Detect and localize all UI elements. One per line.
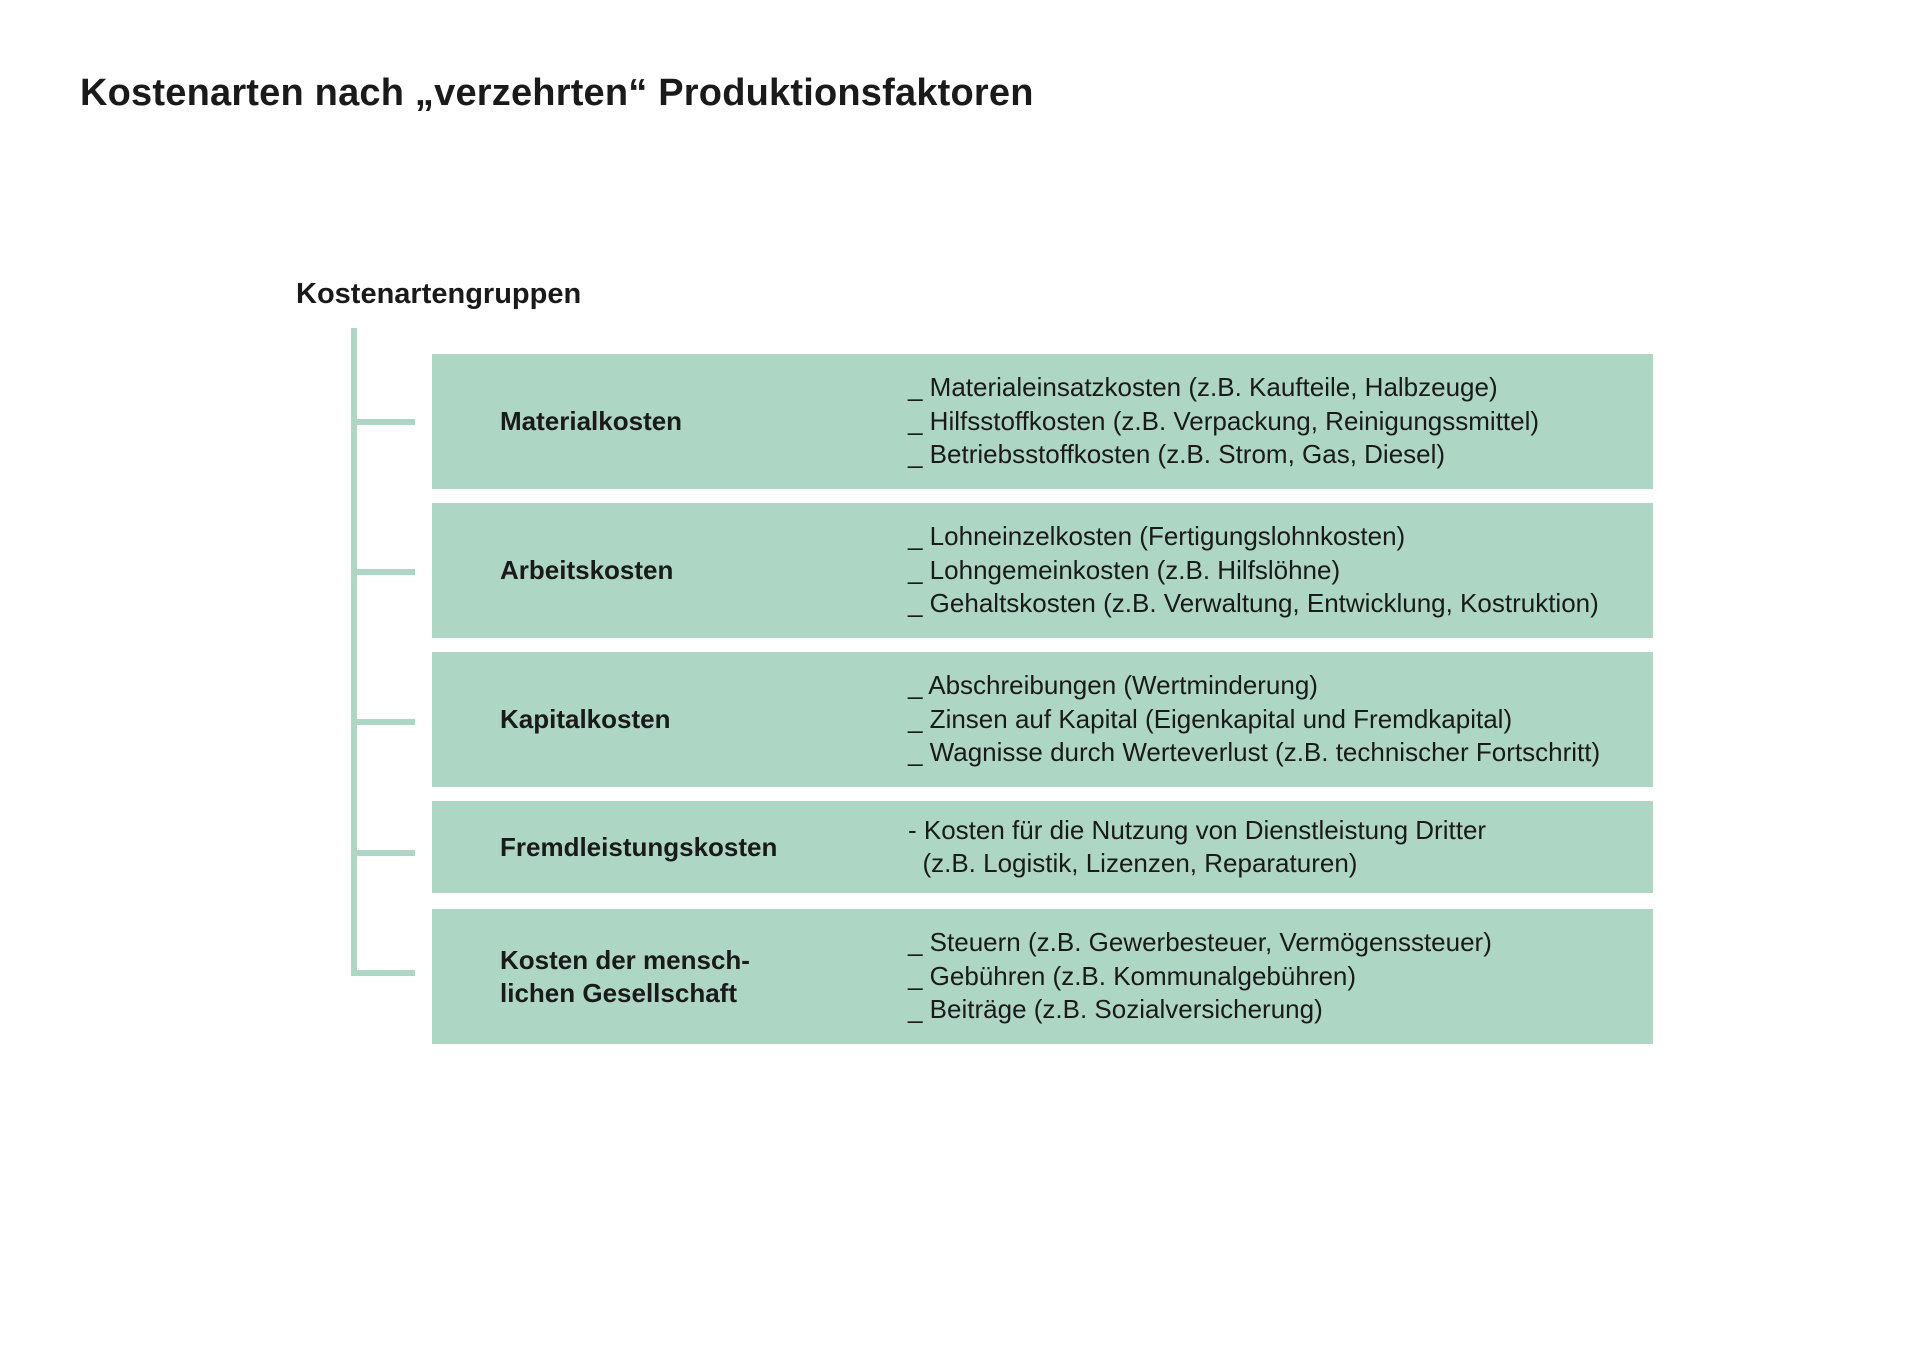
cost-item: _ Wagnisse durch Werteverlust (z.B. technischer Fortschritt) xyxy=(908,737,1601,768)
page-title: Kostenarten nach „verzehrten“ Produktionsfaktoren xyxy=(80,72,1034,114)
cost-group-gesellschaftskosten xyxy=(432,909,1653,1044)
cost-group-details xyxy=(908,354,1633,489)
cost-group-details xyxy=(908,503,1633,638)
tree-branch-materialkosten xyxy=(351,419,415,425)
cost-group-label: Kosten der mensch- lichen Gesellschaft xyxy=(500,944,750,1008)
cost-item: _ Hilfsstoffkosten (z.B. Verpackung, Reinigungssmittel) xyxy=(908,405,1540,436)
cost-item: _ Zinsen auf Kapital (Eigenkapital und Fremdkapital) xyxy=(908,703,1513,734)
cost-group-label: Fremdleistungskosten xyxy=(500,831,778,862)
cost-group-arbeitskosten xyxy=(432,503,1653,638)
cost-group-label: Materialkosten xyxy=(500,406,683,436)
cost-item: _ Lohneinzelkosten (Fertigungslohnkosten) xyxy=(908,521,1406,552)
cost-group-label: Kapitalkosten xyxy=(500,704,671,734)
cost-item: _ Materialeinsatzkosten (z.B. Kaufteile, Halbzeuge) xyxy=(908,372,1498,403)
cost-item: _ Beiträge (z.B. Sozialversicherung) xyxy=(908,994,1323,1025)
tree-branch-kapitalkosten xyxy=(351,719,415,725)
cost-group-details xyxy=(908,652,1633,787)
tree-branch-arbeitskosten xyxy=(351,569,415,575)
cost-group-label: Arbeitskosten xyxy=(500,555,674,585)
tree-branch-fremdleistungskosten xyxy=(351,850,415,856)
cost-item: (z.B. Logistik, Lizenzen, Reparaturen) xyxy=(908,848,1358,878)
cost-group-fremdleistungskosten xyxy=(432,801,1653,893)
tree-branch-gesellschaftskosten xyxy=(351,970,415,976)
cost-item: _ Betriebsstoffkosten (z.B. Strom, Gas, Diesel) xyxy=(908,439,1446,470)
cost-item: _ Lohngemeinkosten (z.B. Hilfslöhne) xyxy=(908,554,1341,585)
cost-item: _ Steuern (z.B. Gewerbesteuer, Vermögenssteuer) xyxy=(908,927,1492,958)
cost-group-details xyxy=(908,801,1633,893)
cost-item: _ Abschreibungen (Wertminderung) xyxy=(908,670,1318,701)
cost-item: _ Gehaltskosten (z.B. Verwaltung, Entwicklung, Kostruktion) xyxy=(908,588,1599,619)
cost-item: - Kosten für die Nutzung von Dienstleistung Dritter xyxy=(908,814,1487,845)
group-heading: Kostenartengruppen xyxy=(296,278,582,310)
cost-group-details xyxy=(908,909,1633,1044)
cost-group-materialkosten xyxy=(432,354,1653,489)
cost-group-kapitalkosten xyxy=(432,652,1653,787)
cost-item: _ Gebühren (z.B. Kommunalgebühren) xyxy=(908,960,1357,991)
tree-trunk-line xyxy=(351,328,357,976)
